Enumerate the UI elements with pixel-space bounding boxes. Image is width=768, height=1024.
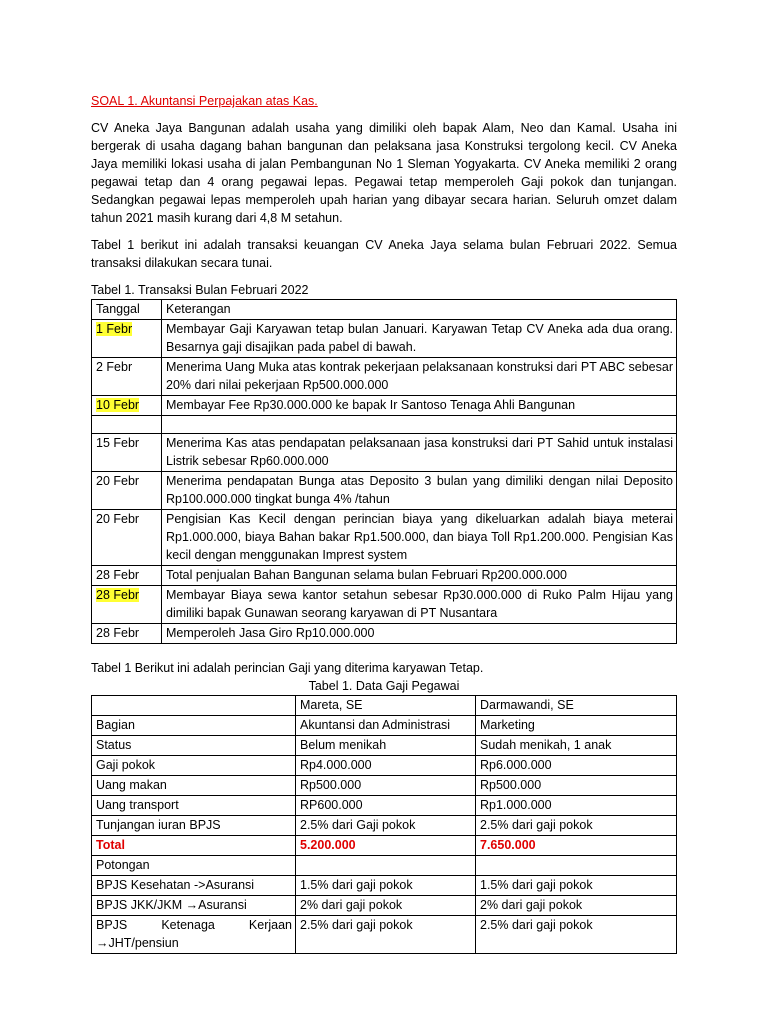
row-value-employee-2 [476, 856, 677, 876]
transactions-table-caption: Tabel 1. Transaksi Bulan Februari 2022 [91, 283, 309, 297]
row-description: Membayar Biaya sewa kantor setahun sebesar Rp30.000.000 di Ruko Palm Hijau yang dimiliki bapak Gunawan seorang karyawan di PT Nusantara [162, 586, 677, 624]
header-empty [92, 696, 296, 716]
table-row [92, 320, 677, 358]
row-value-employee-1: 2.5% dari gaji pokok [296, 916, 476, 954]
row-date: 15 Febr [92, 434, 162, 472]
row-description: Memperoleh Jasa Giro Rp10.000.000 [162, 624, 677, 644]
header-date: Tanggal [92, 300, 162, 320]
row-value-employee-2: Rp500.000 [476, 776, 677, 796]
row-value-employee-2: Rp1.000.000 [476, 796, 677, 816]
row-date-highlighted: 1 Febr [96, 322, 133, 336]
table-intro-paragraph: Tabel 1 berikut ini adalah transaksi keuangan CV Aneka Jaya selama bulan Februari 2022. Semua transaksi dilakukan secara tunai. [91, 238, 677, 270]
row-value-employee-1: Rp4.000.000 [296, 756, 476, 776]
row-value-employee-1: RP600.000 [296, 796, 476, 816]
transactions-table [91, 299, 677, 644]
salary-table [91, 695, 677, 954]
row-label: Potongan [92, 856, 296, 876]
table-row [92, 776, 677, 796]
document-page [91, 92, 677, 954]
row-description: Total penjualan Bahan Bangunan selama bulan Februari Rp200.000.000 [162, 566, 677, 586]
salary-intro-paragraph: Tabel 1 Berikut ini adalah perincian Gaji yang diterima karyawan Tetap. [91, 661, 484, 675]
row-description: Membayar Fee Rp30.000.000 ke bapak Ir Santoso Tenaga Ahli Bangunan [162, 396, 677, 416]
row-label: Uang makan [92, 776, 296, 796]
row-value-employee-2: 2% dari gaji pokok [476, 896, 677, 916]
table-row [92, 816, 677, 836]
question-title: SOAL 1. Akuntansi Perpajakan atas Kas. [91, 94, 318, 108]
table-row-empty [92, 416, 677, 434]
header-description: Keterangan [162, 300, 677, 320]
row-date: 28 Febr [92, 624, 162, 644]
row-value-employee-1: Rp500.000 [296, 776, 476, 796]
row-description: Pengisian Kas Kecil dengan perincian biaya yang dikeluarkan adalah biaya meterai Rp1.000.000, biaya Bahan bakar Rp1.500.000, dan biaya Toll Rp1.200.000. Pengisian Kas kecil dengan menggunakan Imprest system [162, 510, 677, 566]
row-date [92, 416, 162, 434]
row-value-employee-2: Rp6.000.000 [476, 756, 677, 776]
table-row [92, 624, 677, 644]
row-value-employee-2: 2.5% dari gaji pokok [476, 916, 677, 954]
row-label: Bagian [92, 716, 296, 736]
row-date: 20 Febr [92, 510, 162, 566]
row-value-employee-2: Marketing [476, 716, 677, 736]
row-description: Membayar Gaji Karyawan tetap bulan Januari. Karyawan Tetap CV Aneka ada dua orang. Besarnya gaji disajikan pada pabel di bawah. [162, 320, 677, 358]
table-row [92, 896, 677, 916]
intro-paragraph: CV Aneka Jaya Bangunan adalah usaha yang dimiliki oleh bapak Alam, Neo dan Kamal. Usaha ini bergerak di usaha dagang bahan bangunan dan pelaksana jasa Konstruksi tergolong kecil. CV Aneka Jaya memiliki lokasi usaha di jalan Pembangunan No 1 Sleman Yogyakarta. CV Aneka memiliki 2 orang pegawai tetap dan 4 orang pegawai lepas. Pegawai tetap memperoleh Gaji pokok dan tunjangan. Sedangkan pegawai lepas memperoleh upah harian yang dibayar secara harian. Seluruh omzet dalam tahun 2021 masih kurang dari 4,8 M setahun. [91, 121, 677, 225]
salary-table-caption: Tabel 1. Data Gaji Pegawai [308, 679, 460, 693]
table-row [92, 796, 677, 816]
total-employee-1: 5.200.000 [296, 836, 476, 856]
table-header-row [92, 300, 677, 320]
row-description: Menerima Kas atas pendapatan pelaksanaan jasa konstruksi dari PT Sahid untuk instalasi Listrik sebesar Rp60.000.000 [162, 434, 677, 472]
table-row [92, 358, 677, 396]
row-label: BPJS Ketenaga Kerjaan →JHT/pensiun [92, 916, 296, 954]
row-label-total: Total [92, 836, 296, 856]
row-date-highlighted: 10 Febr [96, 398, 140, 412]
table-header-row [92, 696, 677, 716]
row-value-employee-1: Belum menikah [296, 736, 476, 756]
row-date: 2 Febr [92, 358, 162, 396]
row-value-employee-1: 2.5% dari Gaji pokok [296, 816, 476, 836]
total-employee-2: 7.650.000 [476, 836, 677, 856]
table-row [92, 716, 677, 736]
header-employee-1: Mareta, SE [296, 696, 476, 716]
table-row [92, 736, 677, 756]
table-row [92, 510, 677, 566]
table-row [92, 916, 677, 954]
row-value-employee-2: 1.5% dari gaji pokok [476, 876, 677, 896]
table-row [92, 856, 677, 876]
row-label: BPJS JKK/JKM →Asuransi [92, 896, 296, 916]
row-label: Status [92, 736, 296, 756]
table-row [92, 566, 677, 586]
table-row [92, 586, 677, 624]
table-row-total [92, 836, 677, 856]
row-date: 28 Febr [92, 566, 162, 586]
table-row [92, 434, 677, 472]
row-value-employee-1 [296, 856, 476, 876]
row-value-employee-1: 1.5% dari gaji pokok [296, 876, 476, 896]
row-date: 20 Febr [92, 472, 162, 510]
row-value-employee-2: Sudah menikah, 1 anak [476, 736, 677, 756]
row-description: Menerima pendapatan Bunga atas Deposito 3 bulan yang dimiliki dengan nilai Deposito Rp100.000.000 tingkat bunga 4% /tahun [162, 472, 677, 510]
table-row [92, 472, 677, 510]
row-description: Menerima Uang Muka atas kontrak pekerjaan pelaksanaan konstruksi dari PT ABC sebesar 20% dari nilai pekerjaan Rp500.000.000 [162, 358, 677, 396]
row-label: Gaji pokok [92, 756, 296, 776]
row-value-employee-2: 2.5% dari gaji pokok [476, 816, 677, 836]
header-employee-2: Darmawandi, SE [476, 696, 677, 716]
row-description [162, 416, 677, 434]
row-label: Uang transport [92, 796, 296, 816]
table-row [92, 876, 677, 896]
table-row [92, 756, 677, 776]
row-value-employee-1: 2% dari gaji pokok [296, 896, 476, 916]
row-value-employee-1: Akuntansi dan Administrasi [296, 716, 476, 736]
table-row [92, 396, 677, 416]
row-label: BPJS Kesehatan ->Asuransi [92, 876, 296, 896]
row-label: Tunjangan iuran BPJS [92, 816, 296, 836]
row-date-highlighted: 28 Febr [96, 588, 140, 602]
